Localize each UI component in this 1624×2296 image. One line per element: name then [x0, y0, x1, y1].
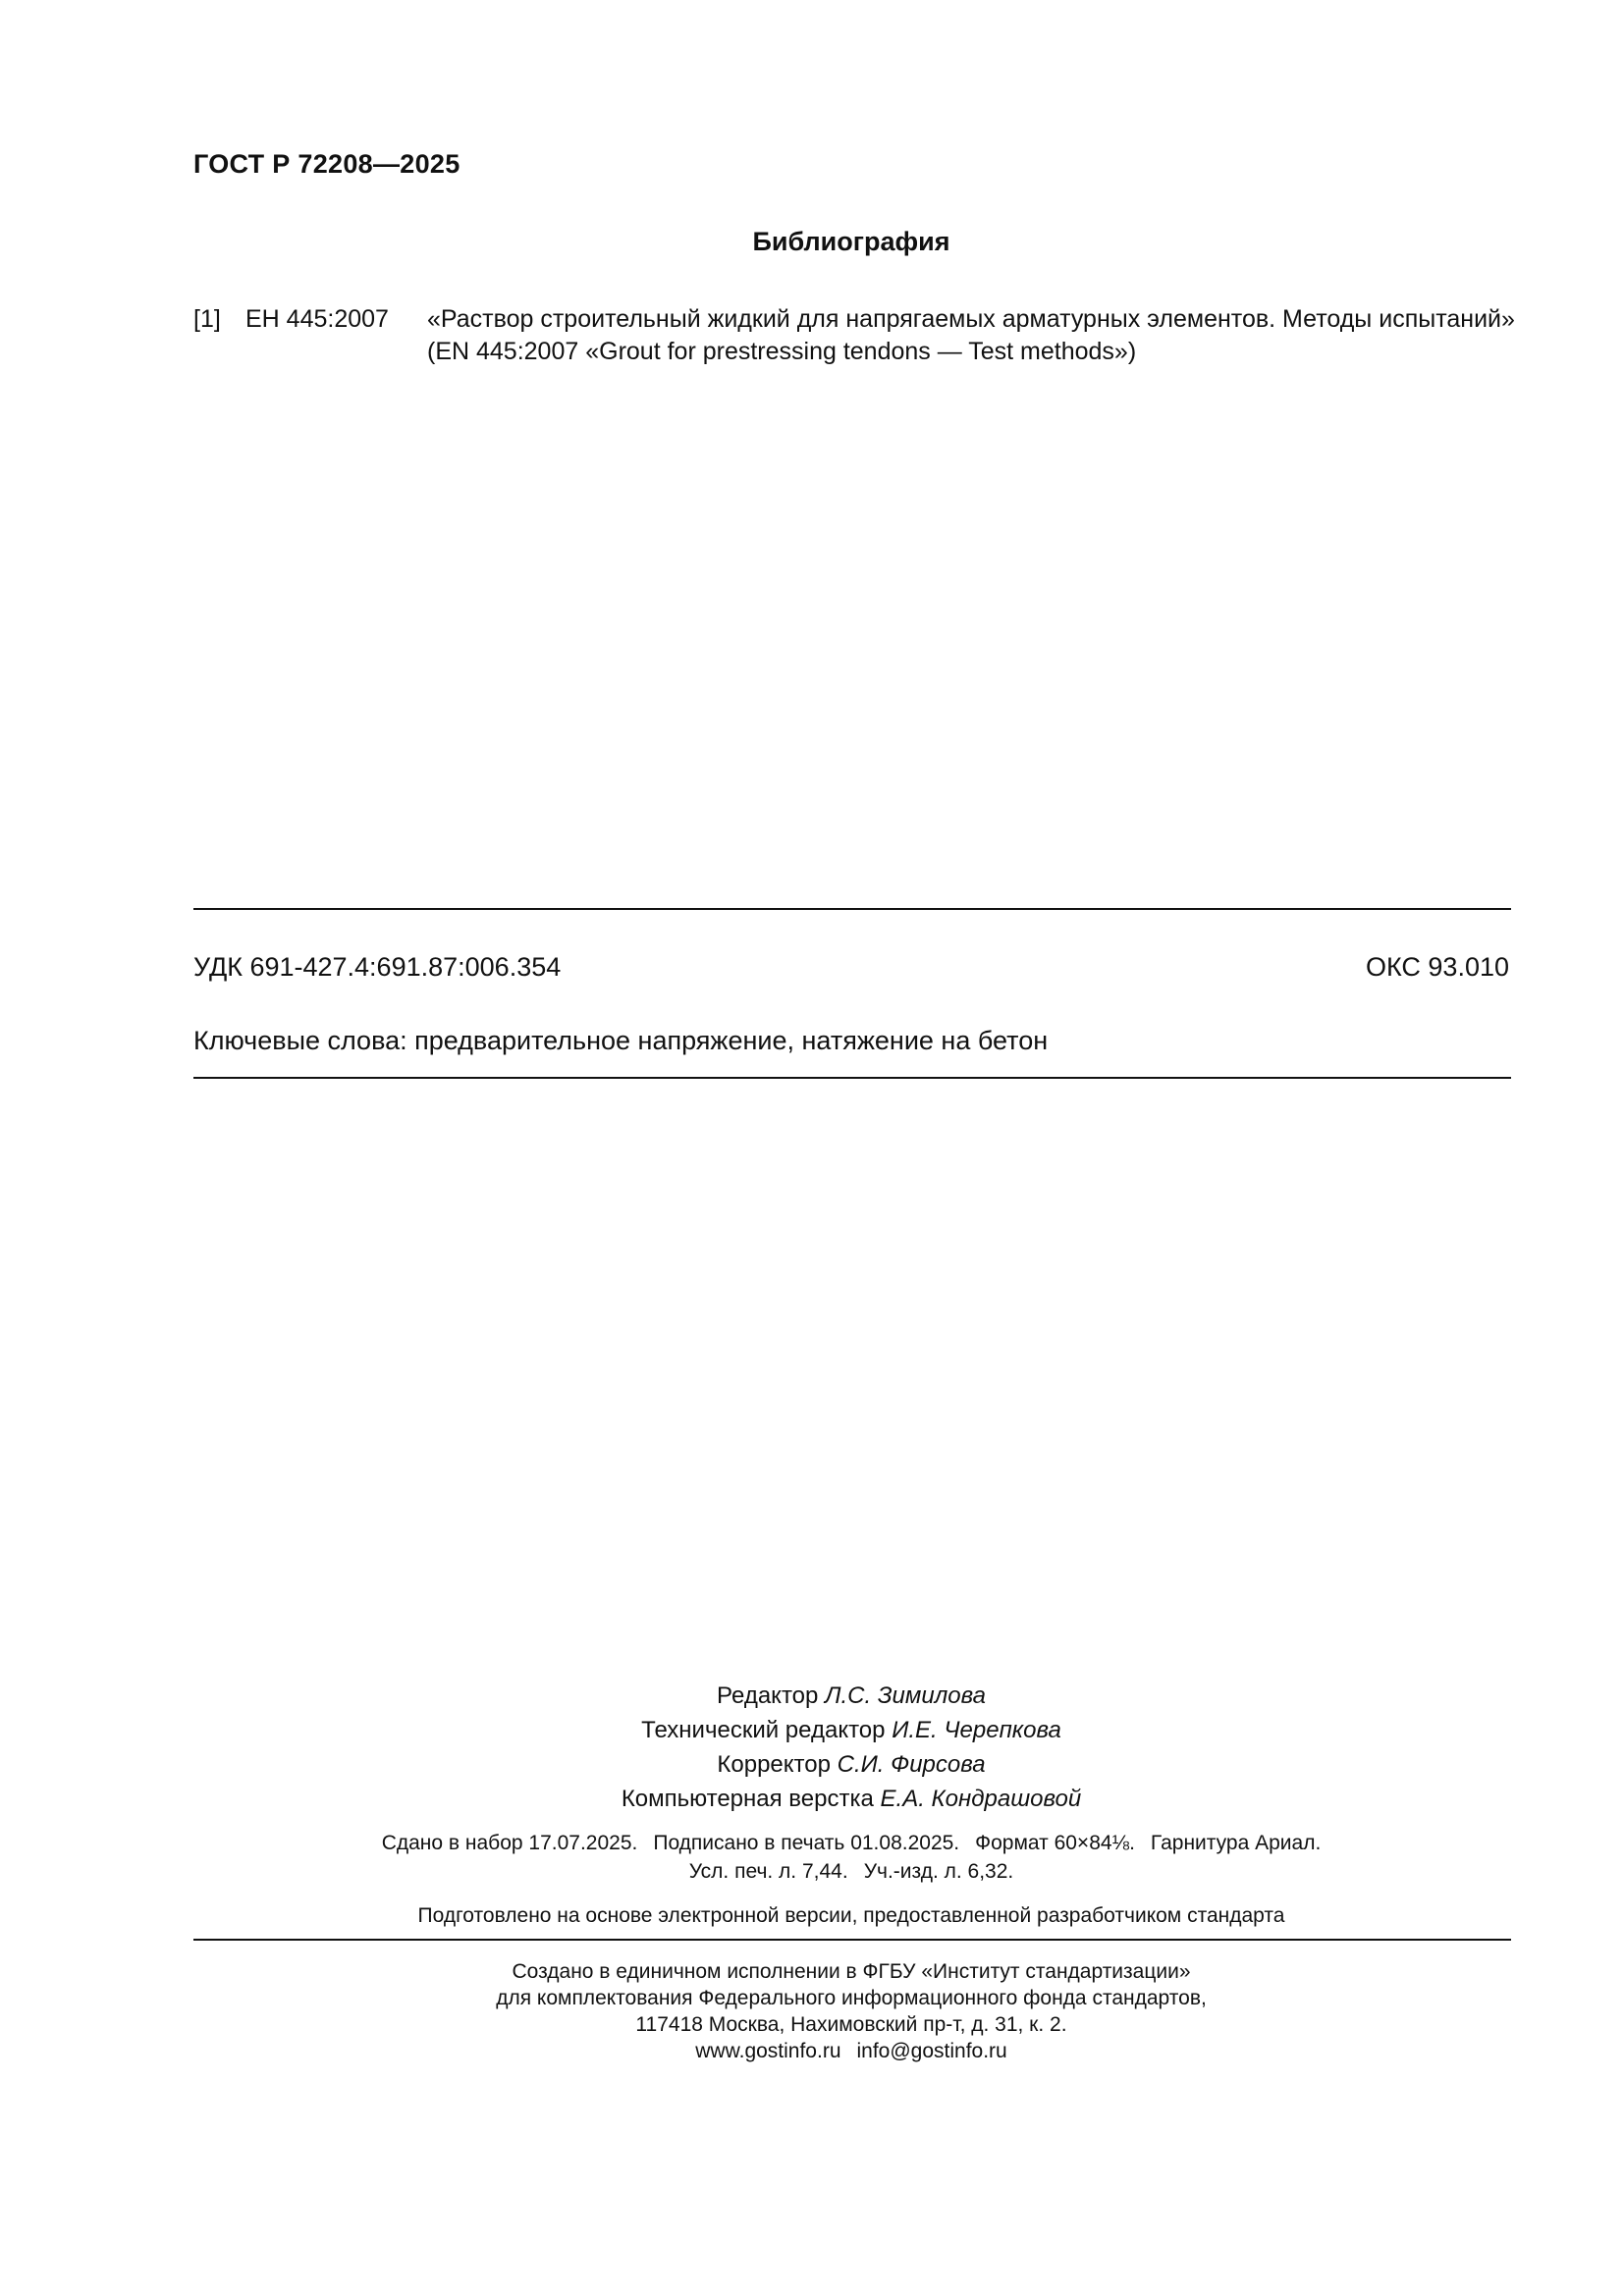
entry-number: [1]	[193, 305, 221, 333]
credit-tech-editor-label: Технический редактор	[641, 1717, 886, 1743]
credit-layout-name: Е.А. Кондрашовой	[880, 1786, 1082, 1812]
imprint-line-1	[0, 1829, 1624, 1857]
imprint-print-sheets: Усл. печ. л. 7,44.	[688, 1860, 848, 1883]
imprint-typeset: Сдано в набор 17.07.2025.	[381, 1832, 638, 1854]
prepared-note: Подготовлено на основе электронной версии, предоставленной разработчиком стандарта	[417, 1904, 1285, 1927]
publisher-line-1: Создано в единичном исполнении в ФГБУ «Институт стандартизации»	[512, 1960, 1191, 1983]
bibliography-title: Библиография	[752, 227, 950, 256]
credit-editor-name: Л.С. Зимилова	[825, 1682, 986, 1709]
divider-bottom	[193, 1939, 1511, 1941]
udk-code: УДК 691-427.4:691.87:006.354	[193, 952, 562, 982]
publisher-contacts	[0, 2038, 1624, 2064]
credit-corrector	[0, 1747, 1624, 1782]
imprint-format: Формат 60×84⅛.	[975, 1832, 1135, 1854]
credit-tech-editor-name: И.Е. Черепкова	[892, 1717, 1061, 1743]
entry-text	[427, 303, 1517, 368]
credit-tech-editor	[0, 1713, 1624, 1747]
imprint-line-2	[0, 1857, 1624, 1886]
keywords: Ключевые слова: предварительное напряжение, натяжение на бетон	[193, 1026, 1049, 1055]
divider-middle	[193, 1077, 1511, 1079]
credits-block	[0, 1679, 1624, 1816]
credit-editor-label: Редактор	[717, 1682, 819, 1709]
publisher-line-2: для комплектования Федерального информационного фонда стандартов,	[496, 1987, 1207, 2009]
entry-title-en: (EN 445:2007 «Grout for prestressing tendons — Test methods»)	[427, 338, 1137, 365]
credit-layout-label: Компьютерная верстка	[621, 1786, 874, 1812]
entry-code: ЕН 445:2007	[245, 305, 389, 333]
imprint-pub-sheets: Уч.-изд. л. 6,32.	[863, 1860, 1014, 1883]
imprint-typeface: Гарнитура Ариал.	[1150, 1832, 1322, 1854]
publisher-block	[0, 1958, 1624, 2064]
publisher-line-3: 117418 Москва, Нахимовский пр-т, д. 31, к. 2.	[635, 2013, 1067, 2036]
oks-code: ОКС 93.010	[1365, 952, 1509, 982]
standard-code: ГОСТ Р 72208—2025	[193, 149, 460, 179]
credit-corrector-label: Корректор	[717, 1751, 831, 1778]
publisher-website[interactable]: www.gostinfo.ru	[695, 2040, 841, 2062]
entry-title-ru: «Раствор строительный жидкий для напрягаемых арматурных элементов. Методы испытаний»	[427, 305, 1515, 333]
credit-editor	[0, 1679, 1624, 1713]
credit-corrector-name: С.И. Фирсова	[837, 1751, 986, 1778]
credit-layout	[0, 1782, 1624, 1816]
imprint-block	[0, 1829, 1624, 1886]
imprint-signed: Подписано в печать 01.08.2025.	[653, 1832, 960, 1854]
publisher-email[interactable]: info@gostinfo.ru	[856, 2040, 1007, 2062]
divider-top	[193, 908, 1511, 910]
